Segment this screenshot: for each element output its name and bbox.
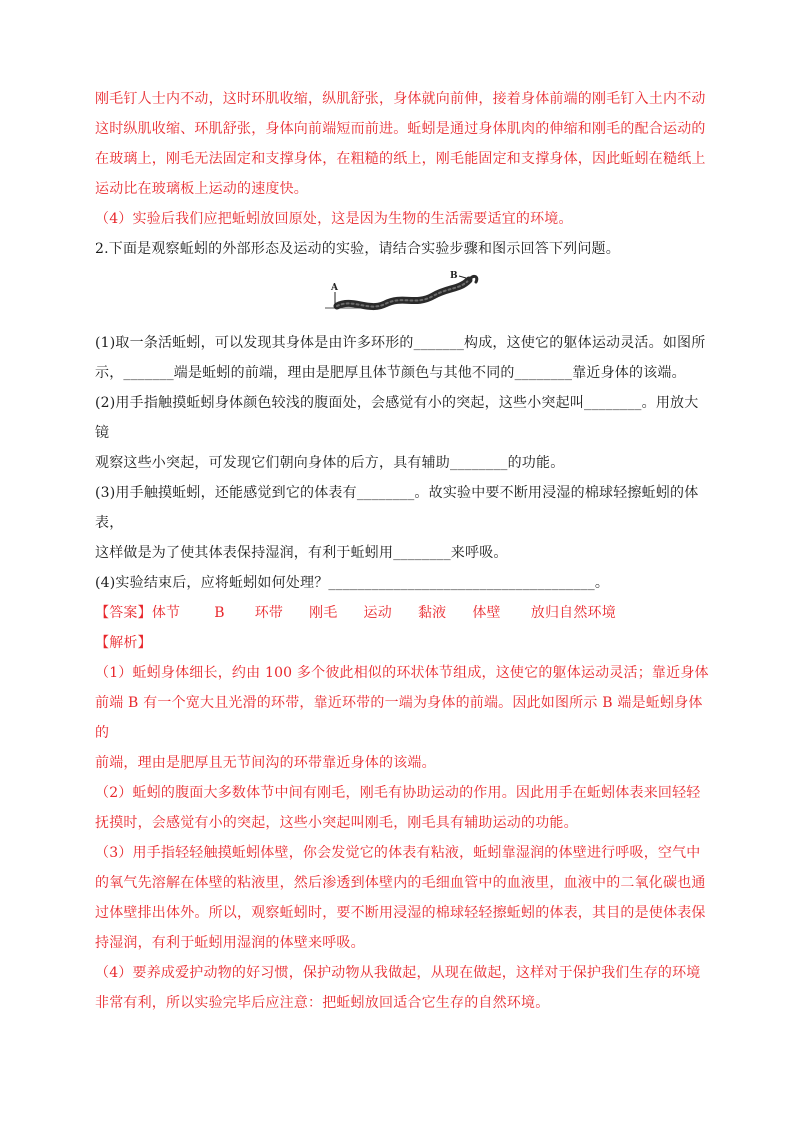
analysis-line: 过体壁排出体外。所以，观察蚯蚓时，要不断用浸湿的棉球轻轻擦蚯蚓的体表，其目的是使体表保: [95, 905, 706, 921]
analysis-label: 【解析】: [95, 635, 152, 651]
analysis-line: 持湿润，有利于蚯蚓用湿润的体壁来呼吸。: [95, 935, 365, 951]
question-2-part-3-line: 这样做是为了使其体表保持湿润，有利于蚯蚓用________来呼吸。: [95, 545, 508, 561]
continued-text-line: 运动比在玻璃板上运动的速度快。: [95, 181, 308, 197]
figure-label-b: B: [449, 271, 458, 281]
continued-q4-text: （4）实验后我们应把蚯蚓放回原处，这是因为生物的生活需要适宜的环境。: [95, 211, 573, 227]
earthworm-illustration: [323, 268, 483, 320]
analysis-line: 前端 B 有一个宽大且光滑的环带，靠近环带的一端为身体的前端。因此如图所示 B 端是蚯蚓身体的: [95, 695, 703, 741]
figure-label-a: A: [330, 283, 338, 293]
analysis-line: （4）要养成爱护动物的好习惯，保护动物从我做起，从现在做起，这样对于保护我们生存的环境: [95, 965, 701, 981]
analysis-line: （1）蚯蚓身体细长，约由 100 多个彼此相似的环状体节组成，这使它的躯体运动灵活；靠近身体: [95, 665, 709, 681]
document-content: [95, 84, 710, 1018]
analysis-line: 非常有利，所以实验完毕后应注意：把蚯蚓放回适合它生存的自然环境。: [95, 995, 550, 1011]
answer-item: 运动: [363, 605, 392, 621]
earthworm-figure: [95, 266, 710, 322]
analysis-line: 抚摸时，会感觉有小的突起，这些小突起叫刚毛，刚毛具有辅助运动的功能。: [95, 815, 578, 831]
question-2-part-3-line: (3)用手触摸蚯蚓，还能感觉到它的体表有________。故实验中要不断用浸湿的棉球轻擦蚯蚓的体表，: [95, 485, 699, 531]
answer-item: 环带: [254, 605, 284, 621]
answer-item: 刚毛: [309, 605, 338, 621]
answer-item: 黏液: [417, 605, 447, 621]
answer-item: 体节: [151, 605, 181, 621]
answer-line: [95, 598, 710, 628]
answer-label: 【答案】: [95, 605, 152, 621]
question-2-part-4-line: (4)实验结束后，应将蚯蚓如何处理？_____________________________________。: [95, 575, 610, 591]
question-2-part-1-line: (1)取一条活蚯蚓，可以发现其身体是由许多环形的_______构成，这使它的躯体运动灵活。如图所: [95, 335, 706, 351]
analysis-line: （3）用手指轻轻触摸蚯蚓体壁，你会发觉它的体表有粘液，蚯蚓靠湿润的体壁进行呼吸，空气中: [95, 845, 701, 861]
continued-text-line: 刚毛钉人士内不动，这时环肌收缩，纵肌舒张，身体就向前伸，接着身体前端的刚毛钉入土内不动: [95, 91, 706, 107]
question-2-part-2-line: 观察这些小突起，可发现它们朝向身体的后方，具有辅助________的功能。: [95, 455, 565, 471]
answer-item: 体壁: [472, 605, 501, 621]
answer-item: B: [214, 605, 225, 621]
question-2-part-1-line: 示，_______端是蚯蚓的前端，理由是肥厚且体节颜色与其他不同的________靠近身体的该端。: [95, 365, 686, 381]
answer-item: 放归自然环境: [530, 605, 616, 621]
analysis-line: （2）蚯蚓的腹面大多数体节中间有刚毛，刚毛有协助运动的作用。因此用手在蚯蚓体表来回轻轻: [95, 785, 701, 801]
question-2-part-2-line: (2)用手指触摸蚯蚓身体颜色较浅的腹面处，会感觉有小的突起，这些小突起叫________。用放大镜: [95, 395, 699, 441]
question-2-intro: 2.下面是观察蚯蚓的外部形态及运动的实验，请结合实验步骤和图示回答下列问题。: [95, 241, 620, 257]
continued-text-line: 在玻璃上，刚毛无法固定和支撑身体，在粗糙的纸上，刚毛能固定和支撑身体，因此蚯蚓在糙纸上: [95, 151, 706, 167]
continued-text-line: 这时纵肌收缩、环肌舒张，身体向前端短而前进。蚯蚓是通过身体肌肉的伸缩和刚毛的配合运动的: [95, 121, 706, 137]
analysis-line: 的氧气先溶解在体壁的粘液里，然后渗透到体壁内的毛细血管中的血液里，血液中的二氧化碳也通: [95, 875, 706, 891]
analysis-line: 前端，理由是肥厚且无节间沟的环带靠近身体的该端。: [95, 755, 436, 771]
